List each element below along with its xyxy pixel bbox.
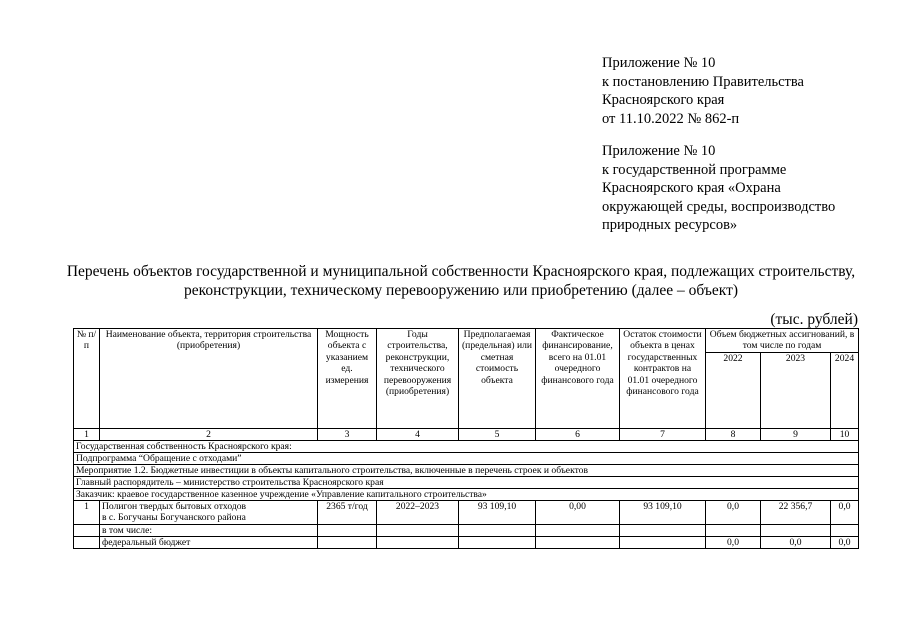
header-capacity: Мощность объекта с указанием ед. измерения: [318, 329, 377, 429]
item-2023: 22 356,7: [761, 500, 831, 524]
header-budget-volume: Объем бюджетных ассигнований, в том числе по годам: [706, 329, 859, 353]
header-estimated-cost: Предполагаемая (предельная) или сметная стоимость объекта: [459, 329, 536, 429]
column-number: 7: [620, 428, 706, 440]
federal-2023: 0,0: [761, 536, 831, 548]
appendix2-line: Красноярского края «Охрана: [602, 180, 781, 196]
measure-row: Мероприятие 1.2. Бюджетные инвестиции в объекты капитального строительства, включенные в перечень строек и объектов: [74, 464, 859, 476]
item-num: 1: [74, 500, 100, 524]
span-row: [74, 488, 859, 500]
column-number: 1: [74, 428, 100, 440]
header-remaining-cost: Остаток стоимости объекта в ценах государственных контрактов на 01.01 очередного финансового года: [620, 329, 706, 429]
column-number: 8: [706, 428, 761, 440]
item-estimated-cost: 93 109,10: [459, 500, 536, 524]
table-row: [74, 500, 859, 524]
appendix-block-resolution: [602, 54, 892, 128]
appendix1-line: к постановлению Правительства: [602, 73, 804, 90]
objects-table: [73, 328, 859, 549]
column-number: 6: [536, 428, 620, 440]
appendix2-line: к государственной программе: [602, 161, 787, 178]
header-year-2024: 2024: [831, 352, 859, 428]
table-row: [74, 536, 859, 548]
appendix1-line: Приложение № 10: [602, 55, 716, 71]
title-line: реконструкции, техническому перевооружению или приобретению (далее – объект): [183, 282, 739, 299]
customer-row: Заказчик: краевое государственное казенное учреждение «Управление капитального строительства»: [74, 488, 859, 500]
item-years: 2022–2023: [377, 500, 459, 524]
appendix2-line: Приложение № 10: [602, 143, 716, 159]
ownership-row: Государственная собственность Красноярского края:: [74, 440, 859, 452]
item-name: [100, 500, 318, 524]
header-actual-financing: Фактическое финансирование, всего на 01.01 очередного финансового года: [536, 329, 620, 429]
column-number: 3: [318, 428, 377, 440]
including-label: в том числе:: [100, 524, 318, 536]
span-row: [74, 476, 859, 488]
header-num: № п/п: [74, 329, 100, 429]
federal-2022: 0,0: [706, 536, 761, 548]
federal-2024: 0,0: [831, 536, 859, 548]
appendix2-line: окружающей среды, воспроизводство: [602, 198, 836, 215]
header-year-2023: 2023: [761, 352, 831, 428]
document-title: [40, 262, 882, 300]
column-number: 4: [377, 428, 459, 440]
header-row: [74, 329, 859, 353]
title-line: Перечень объектов государственной и муниципальной собственности Красноярского края, подлежащих строительству,: [66, 263, 856, 280]
table-row: [74, 524, 859, 536]
column-number-row: [74, 428, 859, 440]
item-capacity: 2365 т/год: [318, 500, 377, 524]
item-2024: 0,0: [831, 500, 859, 524]
column-number: 10: [831, 428, 859, 440]
header-year-2022: 2022: [706, 352, 761, 428]
appendix-block-program: [602, 142, 892, 235]
item-remaining-cost: 93 109,10: [620, 500, 706, 524]
header-name: Наименование объекта, территория строительства (приобретения): [100, 329, 318, 429]
units-label: (тыс. рублей): [770, 311, 858, 328]
header-years: Годы строительства, реконструкции, технического перевооружения (приобретения): [377, 329, 459, 429]
subprogram-row: Подпрограмма “Обращение с отходами”: [74, 452, 859, 464]
item-name-line: Полигон твердых бытовых отходов: [102, 500, 247, 512]
appendix1-line: от 11.10.2022 № 862-п: [602, 110, 740, 127]
main-manager-row: Главный распорядитель – министерство строительства Красноярского края: [74, 476, 859, 488]
span-row: [74, 440, 859, 452]
span-row: [74, 452, 859, 464]
column-number: 9: [761, 428, 831, 440]
item-name-line: в с. Богучаны Богучанского района: [102, 512, 246, 524]
appendix2-line: природных ресурсов»: [602, 217, 738, 233]
column-number: 2: [100, 428, 318, 440]
span-row: [74, 464, 859, 476]
item-2022: 0,0: [706, 500, 761, 524]
appendix1-line: Красноярского края: [602, 92, 725, 108]
column-number: 5: [459, 428, 536, 440]
item-actual-financing: 0,00: [536, 500, 620, 524]
federal-budget-label: федеральный бюджет: [100, 536, 318, 548]
